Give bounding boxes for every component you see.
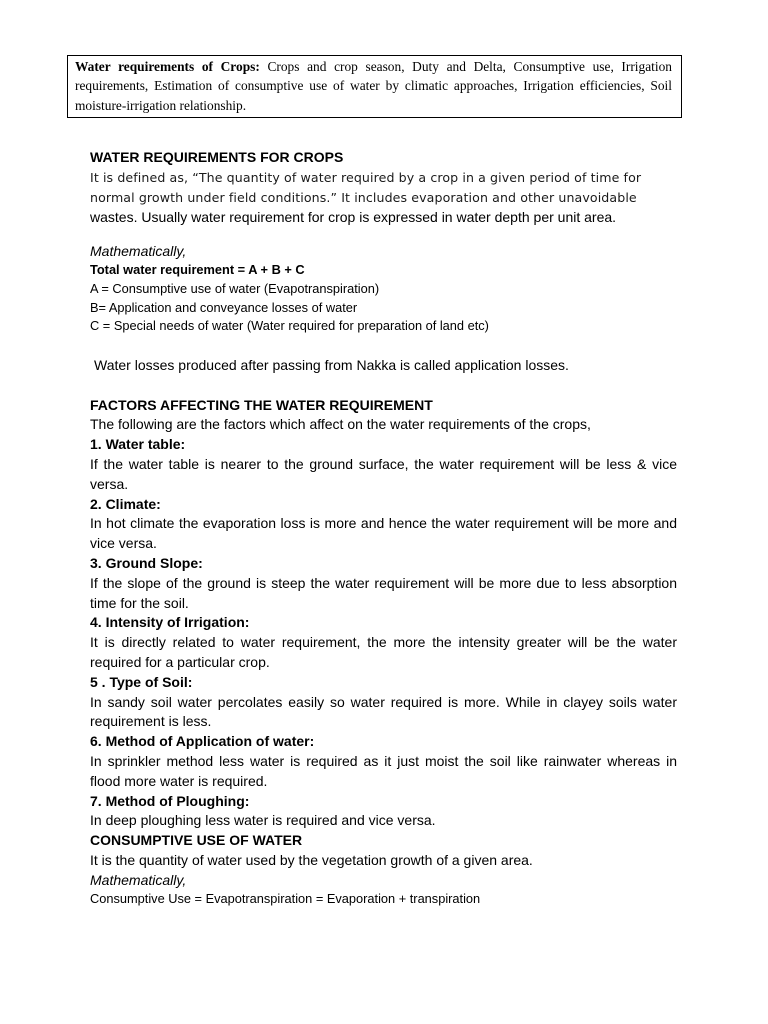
definition-tail: wastes. Usually water requirement for crop is expressed in water depth per unit area.	[90, 208, 617, 225]
definition-text: It is defined as, “The quantity of water required by a crop in a given period of time for normal growth under field conditions.” It includes evaporation and other unavoidable	[90, 169, 642, 205]
factor-title: 7. Method of Ploughing:	[90, 792, 250, 809]
consumptive-use-formula: Consumptive Use = Evapotranspiration = Evaporation + transpiration	[90, 891, 481, 907]
factor-title: 6. Method of Application of water:	[90, 733, 315, 750]
syllabus-box	[67, 55, 682, 118]
factor-title: 2. Climate:	[90, 495, 161, 512]
factor-title: 4. Intensity of Irrigation:	[90, 614, 250, 631]
factor-text: In sandy soil water percolates easily so water required is more. While in clayey soils water requirement is less.	[90, 693, 677, 730]
formula-item-b: B= Application and conveyance losses of water	[90, 299, 358, 315]
factor-title: 5 . Type of Soil:	[90, 673, 193, 690]
factor-text: If the water table is nearer to the ground surface, the water requirement will be less & vice versa.	[90, 455, 677, 492]
syllabus-heading: Water requirements of Crops:	[75, 59, 260, 74]
formula-item-a: A = Consumptive use of water (Evapotranspiration)	[90, 280, 380, 296]
factor-text: In sprinkler method less water is required as it just moist the soil like rainwater whereas in flood more water is required.	[90, 752, 677, 789]
math-label: Mathematically,	[90, 871, 187, 888]
section-heading-water-requirements: WATER REQUIREMENTS FOR CROPS	[90, 149, 344, 165]
application-losses-note: Water losses produced after passing from Nakka is called application losses.	[94, 356, 569, 373]
document-body	[90, 148, 677, 909]
factor-title: 3. Ground Slope:	[90, 554, 203, 571]
consumptive-use-text: It is the quantity of water used by the vegetation growth of a given area.	[90, 851, 533, 868]
syllabus-text: Crops and crop season, Duty and Delta, Consumptive use, Irrigation requirements, Estimation of consumptive use of water by climatic approaches, Irrigation efficiencies, Soil moisture-irrigation relationship.	[75, 59, 673, 113]
factors-intro: The following are the factors which affect on the water requirements of the crops,	[90, 416, 591, 433]
factor-text: It is directly related to water requirement, the more the intensity greater will be the water required for a particular crop.	[90, 634, 677, 670]
factor-title: 1. Water table:	[90, 436, 186, 453]
section-heading-consumptive-use: CONSUMPTIVE USE OF WATER	[90, 832, 303, 849]
math-label: Mathematically,	[90, 242, 187, 259]
formula-item-c: C = Special needs of water (Water required for preparation of land etc)	[90, 318, 489, 334]
total-formula: Total water requirement = A + B + C	[90, 262, 305, 278]
factor-text: If the slope of the ground is steep the water requirement will be more due to less absorption time for the soil.	[90, 574, 677, 611]
section-heading-factors: FACTORS AFFECTING THE WATER REQUIREMENT	[90, 396, 433, 413]
factor-text: In deep ploughing less water is required and vice versa.	[90, 812, 436, 829]
factor-text: In hot climate the evaporation loss is more and hence the water requirement will be more and vice versa.	[90, 515, 677, 552]
